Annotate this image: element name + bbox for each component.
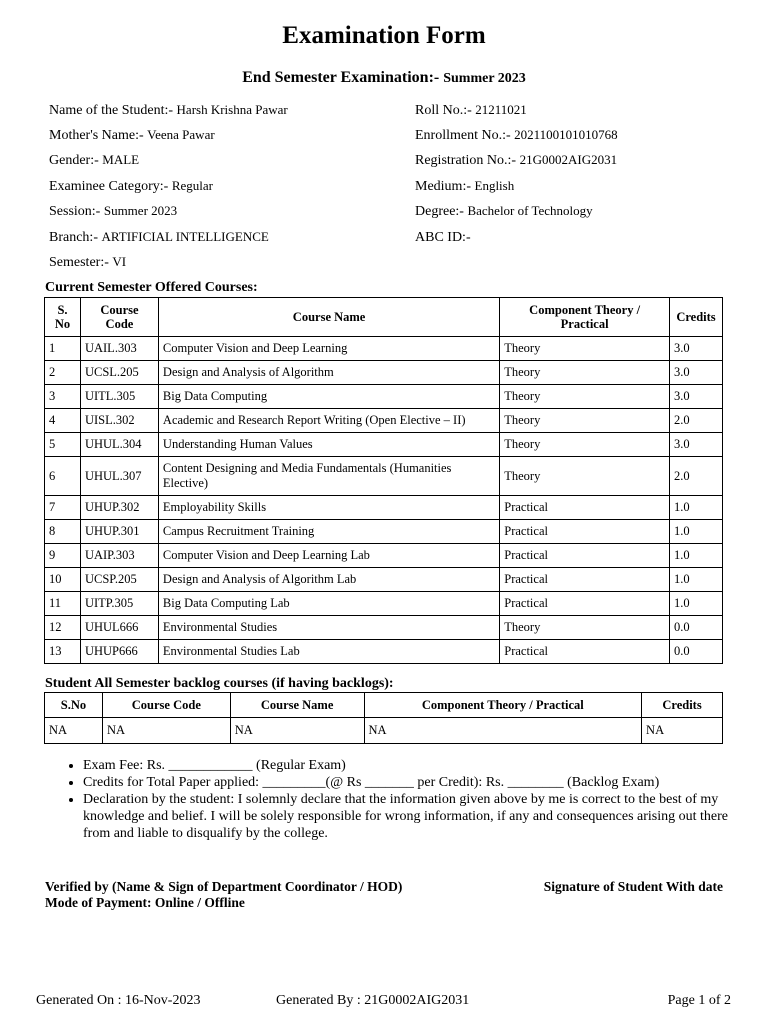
col-header-credits: Credits <box>642 693 723 718</box>
table-row <box>45 457 723 496</box>
examinee-category <box>49 178 213 195</box>
cell-credits: 0.0 <box>669 616 722 640</box>
cell-component: Theory <box>500 409 670 433</box>
roll-no <box>415 102 527 119</box>
cell-course-name: Environmental Studies Lab <box>158 640 499 664</box>
table-row <box>45 520 723 544</box>
cell-course-code: UAIL.303 <box>80 337 158 361</box>
cell-component: Theory <box>500 433 670 457</box>
cell-credits: 3.0 <box>669 433 722 457</box>
info-label: Medium:- <box>415 179 471 194</box>
info-label: Examinee Category:- <box>49 179 169 194</box>
enrollment-no <box>415 127 618 144</box>
info-value: MALE <box>102 152 140 167</box>
table-row <box>45 544 723 568</box>
cell-course-name: Employability Skills <box>158 496 499 520</box>
cell-sno: 6 <box>45 457 81 496</box>
cell-course-code: NA <box>102 718 230 744</box>
info-value: 2021100101010768 <box>514 127 618 142</box>
cell-course-code: UITP.305 <box>80 592 158 616</box>
cell-component: Theory <box>500 361 670 385</box>
backlog-table <box>44 692 723 744</box>
notes-list <box>63 757 743 842</box>
table-row <box>45 385 723 409</box>
cell-component: Theory <box>500 616 670 640</box>
cell-component: Theory <box>500 385 670 409</box>
cell-course-code: UHUL.307 <box>80 457 158 496</box>
info-label: Degree:- <box>415 204 464 219</box>
cell-component: Practical <box>500 520 670 544</box>
table-row <box>45 568 723 592</box>
session <box>49 203 177 220</box>
courses-table <box>44 297 723 664</box>
col-header-sno: S.No <box>45 693 103 718</box>
info-label: Roll No.:- <box>415 103 472 118</box>
cell-credits: 2.0 <box>669 409 722 433</box>
cell-credits: 1.0 <box>669 544 722 568</box>
medium <box>415 178 514 195</box>
note-exam-fee: • Exam Fee: Rs. ____________ (Regular Exam) <box>83 757 743 774</box>
cell-course-name: Big Data Computing <box>158 385 499 409</box>
cell-component: Practical <box>500 592 670 616</box>
backlog-heading: Student All Semester backlog courses (if having backlogs): <box>45 676 394 691</box>
table-row <box>45 592 723 616</box>
payment-mode-label: Mode of Payment: Online / Offline <box>45 895 245 910</box>
cell-course-code: UHUL.304 <box>80 433 158 457</box>
cell-component: Practical <box>500 496 670 520</box>
info-value: 21211021 <box>475 102 527 117</box>
table-row <box>45 640 723 664</box>
cell-credits: 1.0 <box>669 592 722 616</box>
semester <box>49 254 126 271</box>
branch <box>49 229 269 246</box>
note-declaration: • Declaration by the student: I solemnly declare that the information given above by me is correct to the best of my knowledge and belief. I will be solely responsible for wrong information, if any and consequences arising out there from and liable to disqualify by the college. <box>83 791 743 842</box>
table-row <box>45 361 723 385</box>
cell-sno: 3 <box>45 385 81 409</box>
col-header-course-name: Course Name <box>158 298 499 337</box>
cell-sno: 4 <box>45 409 81 433</box>
col-header-course-name: Course Name <box>230 693 364 718</box>
info-value: English <box>474 178 515 193</box>
cell-course-code: UHUP.302 <box>80 496 158 520</box>
cell-course-name: Campus Recruitment Training <box>158 520 499 544</box>
form-title: Examination Form <box>282 22 486 49</box>
cell-course-name: Content Designing and Media Fundamentals (Humanities Elective) <box>158 457 499 496</box>
col-header-course-code: Course Code <box>80 298 158 337</box>
info-label: Mother's Name:- <box>49 128 144 143</box>
cell-sno: 11 <box>45 592 81 616</box>
cell-course-code: UHUL666 <box>80 616 158 640</box>
courses-heading: Current Semester Offered Courses: <box>45 280 258 295</box>
table-row <box>45 409 723 433</box>
col-header-course-code: Course Code <box>102 693 230 718</box>
cell-sno: 1 <box>45 337 81 361</box>
student-name <box>49 102 288 119</box>
registration-no <box>415 152 617 169</box>
cell-course-name: Computer Vision and Deep Learning Lab <box>158 544 499 568</box>
table-row <box>45 616 723 640</box>
cell-sno: 8 <box>45 520 81 544</box>
generated-on: Generated On : 16-Nov-2023 <box>36 993 201 1008</box>
cell-course-name: Understanding Human Values <box>158 433 499 457</box>
cell-course-code: UHUP666 <box>80 640 158 664</box>
cell-credits: 3.0 <box>669 337 722 361</box>
table-row <box>45 718 723 744</box>
cell-course-name: Computer Vision and Deep Learning <box>158 337 499 361</box>
exam-subtitle-label: End Semester Examination:- <box>242 69 440 86</box>
info-label: Semester:- <box>49 255 109 270</box>
cell-course-name: Academic and Research Report Writing (Open Elective – II) <box>158 409 499 433</box>
table-row <box>45 433 723 457</box>
cell-sno: 10 <box>45 568 81 592</box>
info-value: Harsh Krishna Pawar <box>176 102 288 117</box>
info-value: Veena Pawar <box>147 127 215 142</box>
table-header-row <box>45 693 723 718</box>
info-label: Registration No.:- <box>415 153 517 168</box>
cell-component: Practical <box>500 568 670 592</box>
info-value: Regular <box>171 178 213 193</box>
info-value: ARTIFICIAL INTELLIGENCE <box>101 229 269 244</box>
cell-course-code: UISL.302 <box>80 409 158 433</box>
degree <box>415 203 593 220</box>
info-label: Session:- <box>49 204 101 219</box>
student-signature-label: Signature of Student With date <box>543 879 723 894</box>
table-row <box>45 496 723 520</box>
info-label: ABC ID:- <box>415 230 471 245</box>
info-label: Branch:- <box>49 230 98 245</box>
cell-course-code: UCSL.205 <box>80 361 158 385</box>
col-header-sno: S. No <box>45 298 81 337</box>
info-label: Name of the Student:- <box>49 103 174 118</box>
cell-course-name: Environmental Studies <box>158 616 499 640</box>
mother-name <box>49 127 215 144</box>
cell-credits: 3.0 <box>669 361 722 385</box>
table-row <box>45 337 723 361</box>
cell-course-code: UAIP.303 <box>80 544 158 568</box>
cell-credits: 1.0 <box>669 496 722 520</box>
cell-component: Theory <box>500 457 670 496</box>
info-value: 21G0002AIG2031 <box>519 152 618 167</box>
cell-course-code: UITL.305 <box>80 385 158 409</box>
cell-course-code: UCSP.205 <box>80 568 158 592</box>
cell-credits: 3.0 <box>669 385 722 409</box>
exam-session: Summer 2023 <box>443 71 526 86</box>
cell-sno: 13 <box>45 640 81 664</box>
gender <box>49 152 139 169</box>
page-number: Page 1 of 2 <box>667 993 731 1008</box>
verified-by-label: Verified by (Name & Sign of Department Coordinator / HOD) <box>45 879 403 894</box>
col-header-credits: Credits <box>669 298 722 337</box>
info-value: VI <box>112 254 127 269</box>
cell-sno: 12 <box>45 616 81 640</box>
info-value: Summer 2023 <box>103 203 178 218</box>
cell-credits: 0.0 <box>669 640 722 664</box>
cell-sno: 5 <box>45 433 81 457</box>
cell-course-code: UHUP.301 <box>80 520 158 544</box>
info-value: Bachelor of Technology <box>467 203 593 218</box>
exam-subtitle <box>0 69 768 87</box>
cell-sno: 7 <box>45 496 81 520</box>
info-label: Enrollment No.:- <box>415 128 511 143</box>
cell-credits: 1.0 <box>669 568 722 592</box>
cell-sno: 9 <box>45 544 81 568</box>
col-header-component: Component Theory / Practical <box>364 693 642 718</box>
cell-credits: 2.0 <box>669 457 722 496</box>
cell-credits: NA <box>642 718 723 744</box>
cell-credits: 1.0 <box>669 520 722 544</box>
cell-component: Practical <box>500 544 670 568</box>
table-header-row <box>45 298 723 337</box>
cell-component: Theory <box>500 337 670 361</box>
cell-sno: 2 <box>45 361 81 385</box>
cell-course-name: Design and Analysis of Algorithm <box>158 361 499 385</box>
cell-sno: NA <box>45 718 103 744</box>
generated-by: Generated By : 21G0002AIG2031 <box>276 993 470 1008</box>
info-label: Gender:- <box>49 153 99 168</box>
note-credits: • Credits for Total Paper applied: _________(@ Rs _______ per Credit): Rs. ________ (Backlog Exam) <box>83 774 743 791</box>
cell-course-name: Design and Analysis of Algorithm Lab <box>158 568 499 592</box>
cell-course-name: Big Data Computing Lab <box>158 592 499 616</box>
abc-id <box>415 229 471 246</box>
cell-component: NA <box>364 718 642 744</box>
cell-component: Practical <box>500 640 670 664</box>
col-header-component: Component Theory / Practical <box>500 298 670 337</box>
cell-course-name: NA <box>230 718 364 744</box>
